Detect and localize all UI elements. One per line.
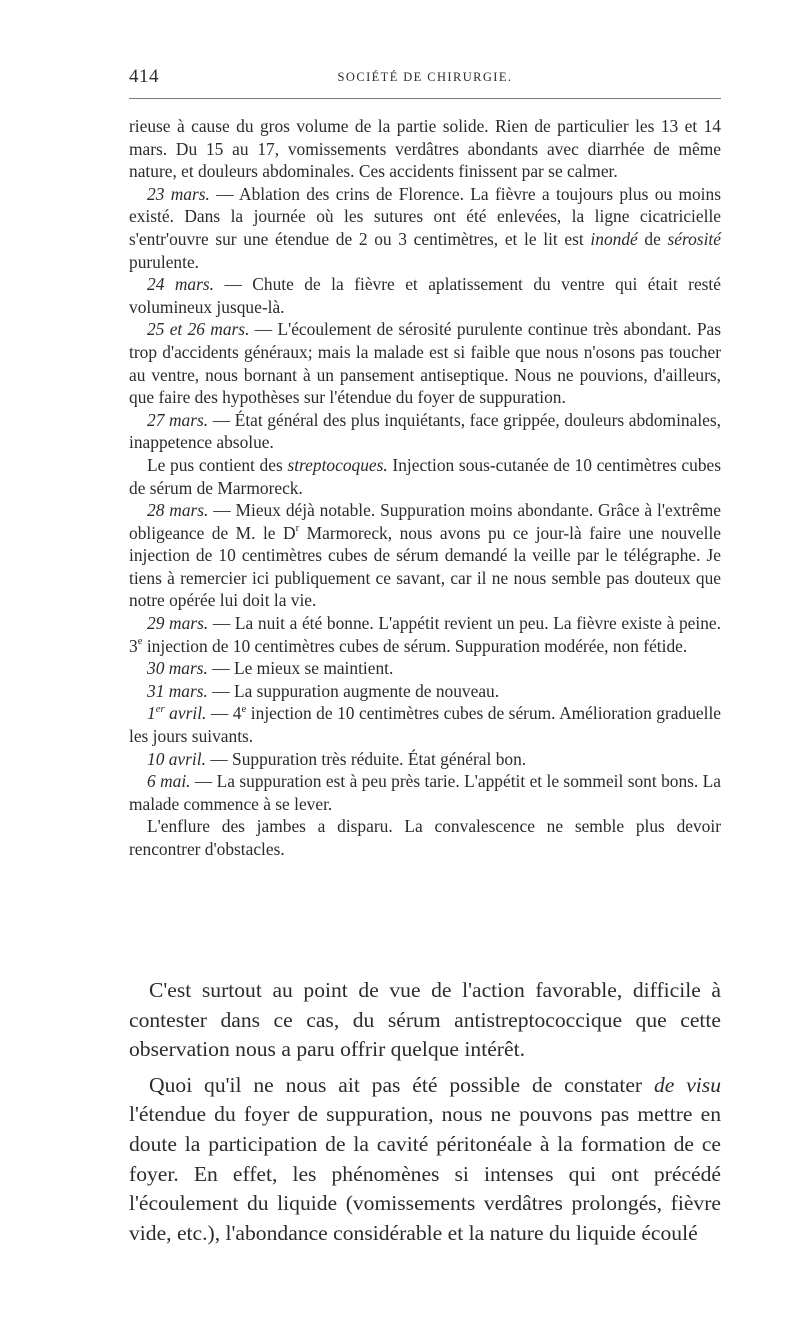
entry-27-mars: 27 mars. — État général des plus inquiétants, face grippée, douleurs abdominales, inappetence absolue.: [129, 409, 721, 453]
entry-date: 29 mars.: [147, 613, 209, 634]
entry-date: 23 mars.: [147, 183, 210, 204]
paragraph-foyer: Quoi qu'il ne nous ait pas été possible de constater de visu l'étendue du foyer de suppuration, nous ne pouvons pas mettre en doute la participation de la cavité péritonéale à la formation de ce foyer. En effet, les phénomènes si intenses qui ont précédé l'écoulement du liquide (vomissements verdâtres prolongés, fièvre vide, etc.), l'abondance considérable et la nature du liquide écoulé: [129, 1072, 721, 1245]
entry-date: 30 mars.: [147, 658, 208, 679]
entry-10-avril: 10 avril. — Suppuration très réduite. État général bon.: [147, 748, 527, 769]
entry-date: 10 avril.: [147, 748, 206, 769]
entry-30-mars: 30 mars. — Le mieux se maintient.: [147, 658, 394, 679]
entry-23-mars: 23 mars. — Ablation des crins de Florence. La fièvre a toujours plus ou moins existé. Dans la journée où les sutures ont été enlevées, la ligne cicatricielle s'entr'ouvre sur une étendue de 2 ou 3 centimètres, et le lit est inondé de sérosité purulente.: [129, 183, 721, 272]
running-header: [129, 66, 721, 86]
entry-date: 1er avril.: [147, 702, 207, 724]
observation-notes: [129, 115, 721, 861]
entry-date: 31 mars.: [147, 680, 208, 701]
entry-date: 28 mars.: [147, 500, 209, 521]
paragraph-convalescence: L'enflure des jambes a disparu. La convalescence ne semble plus devoir rencontrer d'obstacles.: [129, 816, 721, 859]
entry-date: 25 et 26 mars.: [147, 319, 250, 340]
discussion-text: [129, 976, 721, 1248]
entry-date: 6 mai.: [147, 771, 191, 792]
paragraph-serum: C'est surtout au point de vue de l'action favorable, difficile à contester dans ce cas, du sérum antistreptococcique que cette observation nous a paru offrir quelque intérêt.: [129, 978, 721, 1062]
entry-24-mars: 24 mars. — Chute de la fièvre et aplatissement du ventre qui était resté volumineux jusque-là.: [129, 274, 721, 317]
entry-28-mars: 28 mars. — Mieux déjà notable. Suppuration moins abondante. Grâce à l'extrême obligeance de M. le $D^r$ Marmoreck, nous avons pu ce jour-là faire une nouvelle injection de 10 centimètres cubes de sérum demandé la veille par le télégraphe. Je tiens à remercier ici publiquement ce savant, car il ne nous semble pas douteux que notre opérée lui doit la vie.: [129, 500, 722, 611]
page-number: 414: [129, 66, 159, 87]
entry-date: 24 mars.: [147, 274, 214, 295]
entry-31-mars: 31 mars. — La suppuration augmente de nouveau.: [147, 680, 500, 701]
running-title: SOCIÉTÉ DE CHIRURGIE.: [337, 70, 513, 84]
paragraph-continuation: rieuse à cause du gros volume de la partie solide. Rien de particulier les 13 et 14 mars. Du 15 au 17, vomissements verdâtres abondants avec diarrhée de même nature, et douleurs abdominales. Ces accidents finissent par se calmer.: [129, 116, 721, 182]
paragraph-streptocoques: Le pus contient des streptocoques. Injection sous-cutanée de 10 centimètres cubes de sérum de Marmoreck.: [129, 454, 722, 498]
entry-25-26-mars: 25 et 26 mars. — L'écoulement de sérosité purulente continue très abondant. Pas trop d'accidents généraux; mais la malade est si faible que nous n'osons pas toucher au ventre, nous bornant à un pansement antiseptique. Nous ne pouvions, d'ailleurs, que faire des hypothèses sur l'étendue du foyer de suppuration.: [129, 319, 721, 408]
header-rule: [129, 98, 721, 99]
entry-6-mai: 6 mai. — La suppuration est à peu près tarie. L'appétit et le sommeil sont bons. La malade commence à se lever.: [129, 771, 721, 814]
entry-1-avril: 1er avril. — 4e injection de 10 centimètres cubes de sérum. Amélioration graduelle les jours suivants.: [129, 702, 722, 747]
entry-29-mars: 29 mars. — La nuit a été bonne. L'appétit revient un peu. La fièvre existe à peine. 3e injection de 10 centimètres cubes de sérum. Suppuration modérée, non fétide.: [129, 613, 721, 656]
entry-date: 27 mars.: [147, 409, 209, 430]
